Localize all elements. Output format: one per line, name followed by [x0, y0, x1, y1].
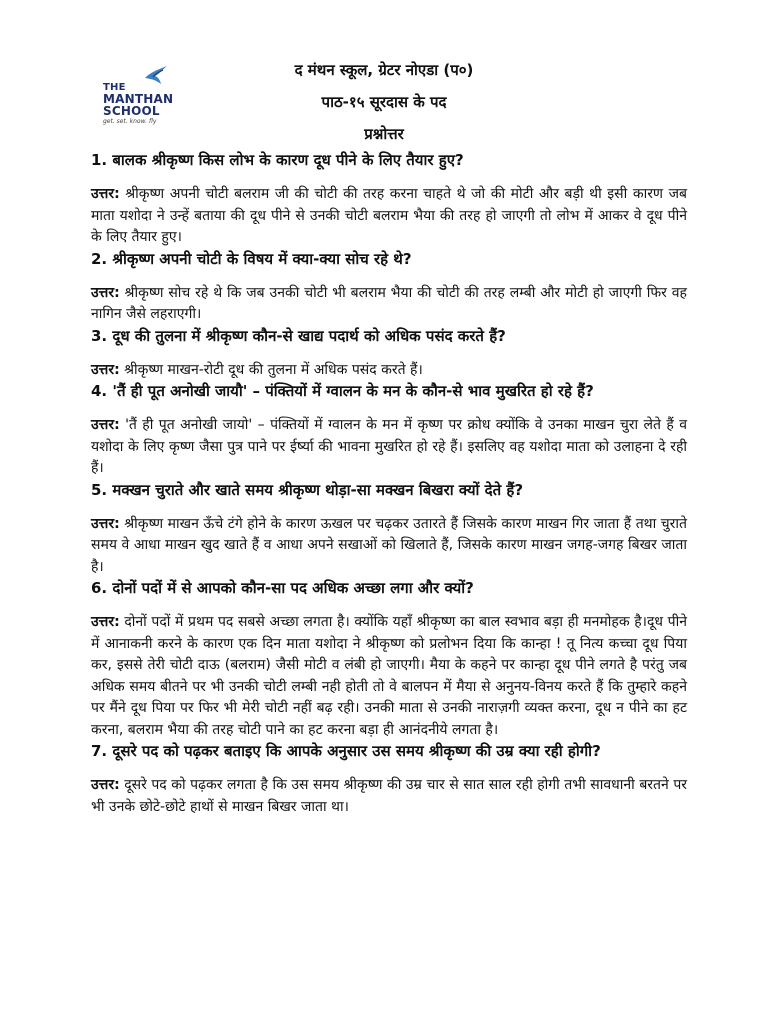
answer-text: दोनों पदों में प्रथम पद सबसे अच्छा लगता है। क्योंकि यहाँ श्रीकृष्ण का बाल स्वभाव बड़ा ही मनमोहक है।दूध पीने में आनाकनी करने के कारण एक दिन माता यशोदा ने श्रीकृष्ण को प्रलोभन दिया कि कान्हा ! तू नित्य कच्चा दूध पिया कर, इससे तेरी चोटी दाऊ (बलराम) जैसी मोटी व लंबी हो जाएगी। मैया के कहने पर कान्हा दूध पीने लगते है परंतु जब अधिक समय बीतने पर भी उनकी चोटी लम्बी नही होती तो वे बालपन में मैया से अनुनय-विनय करते हैं कि तुम्हारे कहने पर मैंने दूध पिया पर फिर भी मेरी चोटी नहीं बढ़ रही। उनकी माता से उनकी नाराज़गी व्यक्त करना, दूध न पीने का हट करना, बलराम भैया की तरह चोटी पाने का हट करना बड़ा ही आनंदनीये लगता है। — [91, 614, 688, 738]
answer-text: श्रीकृष्ण माखन-रोटी दूध की तुलना में अधिक पसंद करते हैं। — [124, 361, 423, 378]
answer-text: 'तैं ही पूत अनोखी जायो' – पंक्तियों में ग्वालन के मन में कृष्ण पर क्रोध क्योंकि वे उनका माखन चुरा लेते हैं व यशोदा के लिए कृष्ण जैसा पुत्र पाने पर ईर्ष्या की भावना मुखरित हो रहे हैं। इसलिए वह यशोदा माता को उलाहना दे रही हैं। — [91, 417, 687, 476]
document-header — [0, 60, 768, 144]
answer-text: श्रीकृष्ण अपनी चोटी बलराम जी की चोटी की तरह करना चाहते थे जो की मोटी और बड़ी थी इसी कारण जब माता यशोदा ने उन्हें बताया की दूध पीने से उनकी चोटी बलराम भैया की तरह हो जाएगी तो लोभ में आकर वे दूध पीने के लिए तैयार हुए। — [91, 186, 687, 245]
logo-line-manthan: MANTHAN — [103, 92, 174, 106]
question-5: 5. मक्खन चुराते और खाते समय श्रीकृष्ण थोड़ा-सा मक्खन बिखरा क्यों देते हैं? — [91, 480, 524, 499]
logo-tagline: get. set. know. fly — [103, 118, 157, 125]
question-4: 4. 'तैं ही पूत अनोखी जायौ' – पंक्तियों में ग्वालन के मन के कौन-से भाव मुखरित हो रहे हैं? — [91, 382, 594, 400]
qa-content — [91, 150, 687, 818]
question-6: 6. दोनों पदों में से आपको कौन-सा पद अधिक अच्छा लगा और क्यों? — [91, 579, 474, 597]
answer-3 — [91, 360, 687, 382]
answer-label: उत्तर: — [91, 777, 120, 793]
answer-label: उत्तर: — [91, 515, 120, 532]
answer-7 — [91, 775, 687, 818]
logo-line-school: SCHOOL — [103, 104, 160, 118]
question-2: 2. श्रीकृष्ण अपनी चोटी के विषय में क्या-क्या सोच रहे थे? — [91, 249, 412, 268]
question-3: 3. दूध की तुलना में श्रीकृष्ण कौन-से खाद्य पदार्थ को अधिक पसंद करते हैं? — [91, 326, 506, 345]
answer-label: उत्तर: — [91, 284, 120, 301]
answer-2 — [91, 283, 687, 326]
answer-label: उत्तर: — [91, 614, 120, 630]
answer-4 — [91, 415, 687, 480]
answer-label: उत्तर: — [91, 186, 120, 202]
answer-1 — [91, 184, 687, 249]
question-7: 7. दूसरे पद को पढ़कर बताइए कि आपके अनुसार उस समय श्रीकृष्ण की उम्र क्या रही होगी? — [91, 742, 601, 760]
answer-label: उत्तर: — [91, 361, 120, 378]
lesson-title: पाठ-१५ सूरदास के पद — [321, 93, 447, 111]
section-title: प्रश्नोत्तर — [364, 125, 404, 143]
answer-text: श्रीकृष्ण सोच रहे थे कि जब उनकी चोटी भी बलराम भैया की चोटी की तरह लम्बी और मोटी हो जाएगी फिर वह नागिन जैसे लहराएगी। — [91, 284, 687, 322]
answer-text: श्रीकृष्ण माखन ऊँचे टंगे होने के कारण ऊखल पर चढ़कर उतारते हैं जिसके कारण माखन गिर जाता हैं तथा चुराते समय वे आधा माखन खुद खाते हैं व आधा अपने सखाओं को खिलाते हैं, जिसके कारण माखन जगह-जगह बिखर जाता है। — [91, 515, 687, 575]
answer-label: उत्तर: — [91, 417, 120, 433]
answer-5 — [91, 514, 687, 579]
answer-6 — [91, 612, 687, 741]
question-1: 1. बालक श्रीकृष्ण किस लोभ के कारण दूध पीने के लिए तैयार हुए? — [91, 151, 464, 169]
logo-line-the: THE — [103, 82, 126, 93]
school-name: द मंथन स्कूल, ग्रेटर नोएडा (प०) — [294, 61, 474, 79]
answer-text: दूसरे पद को पढ़कर लगता है कि उस समय श्रीकृष्ण की उम्र चार से सात साल रही होगी तभी सावधानी बरतने पर भी उनके छोटे-छोटे हाथों से माखन बिखर जाता था। — [91, 777, 687, 815]
